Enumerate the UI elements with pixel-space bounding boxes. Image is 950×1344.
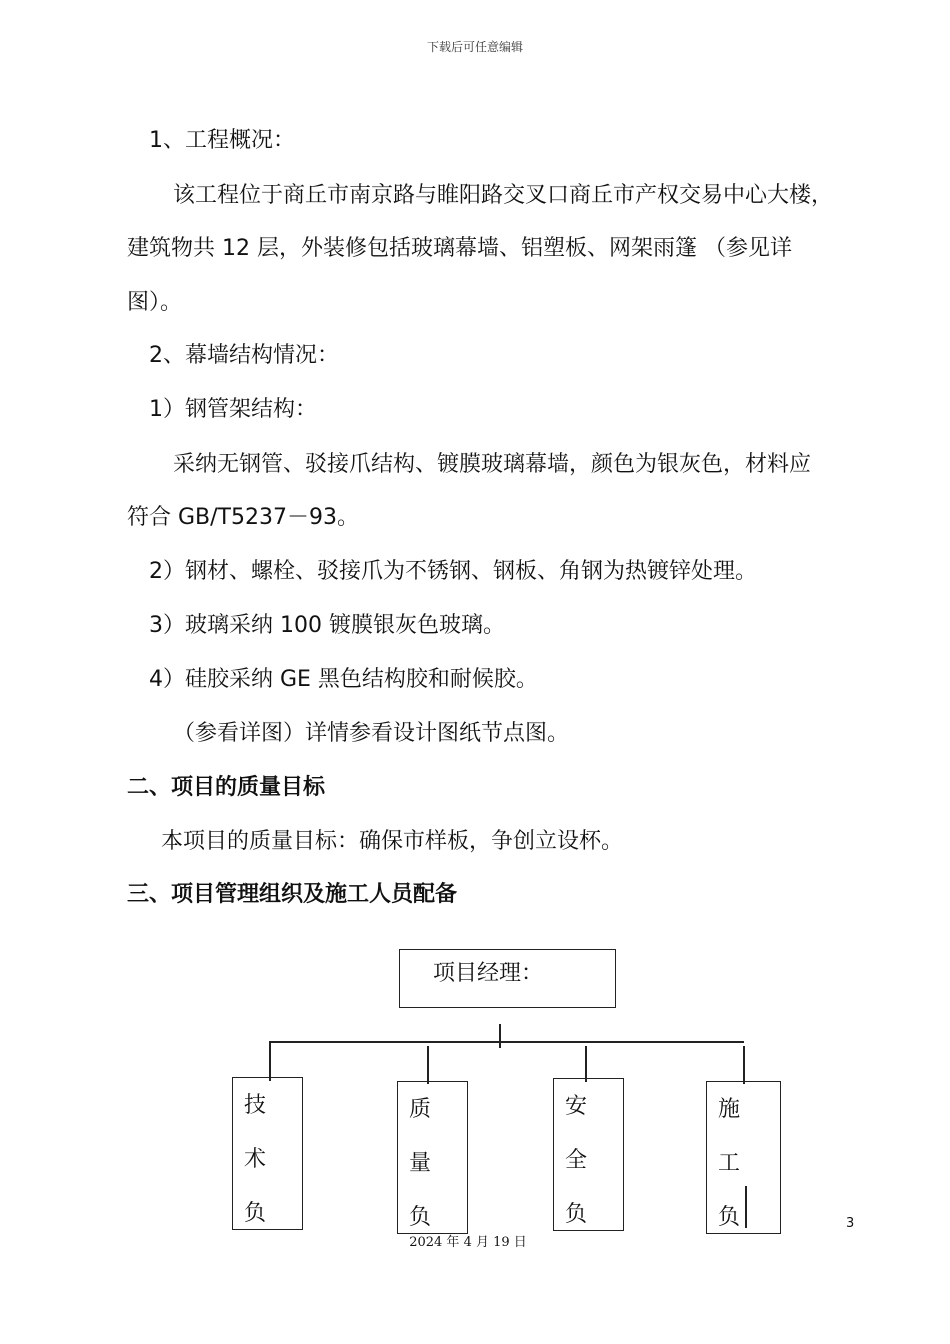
connector-line <box>745 1186 747 1228</box>
quality-lead-box <box>397 1081 468 1234</box>
paragraph-line: 符合 GB/T5237－93。 <box>127 505 359 530</box>
header-note: 下载后可任意编辑 <box>426 40 523 54</box>
paragraph-line: 该工程位于商丘市南京路与睢阳路交叉口商丘市产权交易中心大楼， <box>173 183 834 208</box>
role-char: 全 <box>565 1148 588 1173</box>
role-char: 负 <box>718 1205 741 1230</box>
list-item: 4）硅胶采纳 GE 黑色结构胶和耐候胶。 <box>149 667 538 692</box>
section-1-title: 1、工程概况： <box>149 128 295 153</box>
subsection-title: 1）钢管架结构： <box>149 397 317 422</box>
connector-line <box>499 1024 501 1048</box>
role-char: 施 <box>718 1097 741 1122</box>
role-char: 术 <box>244 1147 267 1172</box>
role-char: 工 <box>718 1151 741 1176</box>
connector-line <box>269 1041 271 1081</box>
list-item: 2）钢材、螺栓、驳接爪为不锈钢、钢板、角钢为热镀锌处理。 <box>149 559 757 584</box>
role-char: 负 <box>565 1202 588 1227</box>
paragraph-line: 建筑物共 12 层，外装修包括玻璃幕墙、铝塑板、网架雨篷 （参见详 <box>127 236 792 261</box>
paragraph-line: 采纳无钢管、驳接爪结构、镀膜玻璃幕墙，颜色为银灰色，材料应 <box>173 452 812 477</box>
role-char: 负 <box>244 1201 267 1226</box>
connector-line <box>427 1046 429 1084</box>
role-char: 安 <box>565 1094 588 1119</box>
organization-heading: 三、项目管理组织及施工人员配备 <box>127 882 458 907</box>
construction-lead-box <box>706 1081 781 1234</box>
role-char: 技 <box>244 1093 267 1118</box>
role-char: 量 <box>409 1151 432 1176</box>
project-manager-box <box>399 949 616 1008</box>
connector-line <box>585 1046 587 1082</box>
connector-line <box>743 1046 745 1084</box>
paragraph-line: （参看详图）详情参看设计图纸节点图。 <box>173 721 570 746</box>
project-manager-label: 项目经理： <box>433 961 544 986</box>
page-number: 3 <box>846 1216 855 1231</box>
section-2-title: 2、幕墙结构情况： <box>149 343 339 368</box>
paragraph-line: 本项目的质量目标：确保市样板，争创立设杯。 <box>161 829 624 854</box>
technical-lead-box <box>232 1077 303 1230</box>
role-char: 质 <box>409 1097 432 1122</box>
safety-lead-box <box>553 1078 624 1231</box>
role-char: 负 <box>409 1205 432 1230</box>
paragraph-line: 图）。 <box>127 290 183 315</box>
quality-goal-heading: 二、项目的质量目标 <box>127 775 326 800</box>
footer-date: 2024 年 4 月 19 日 <box>409 1235 527 1250</box>
list-item: 3）玻璃采纳 100 镀膜银灰色玻璃。 <box>149 613 505 638</box>
connector-line <box>269 1041 744 1043</box>
